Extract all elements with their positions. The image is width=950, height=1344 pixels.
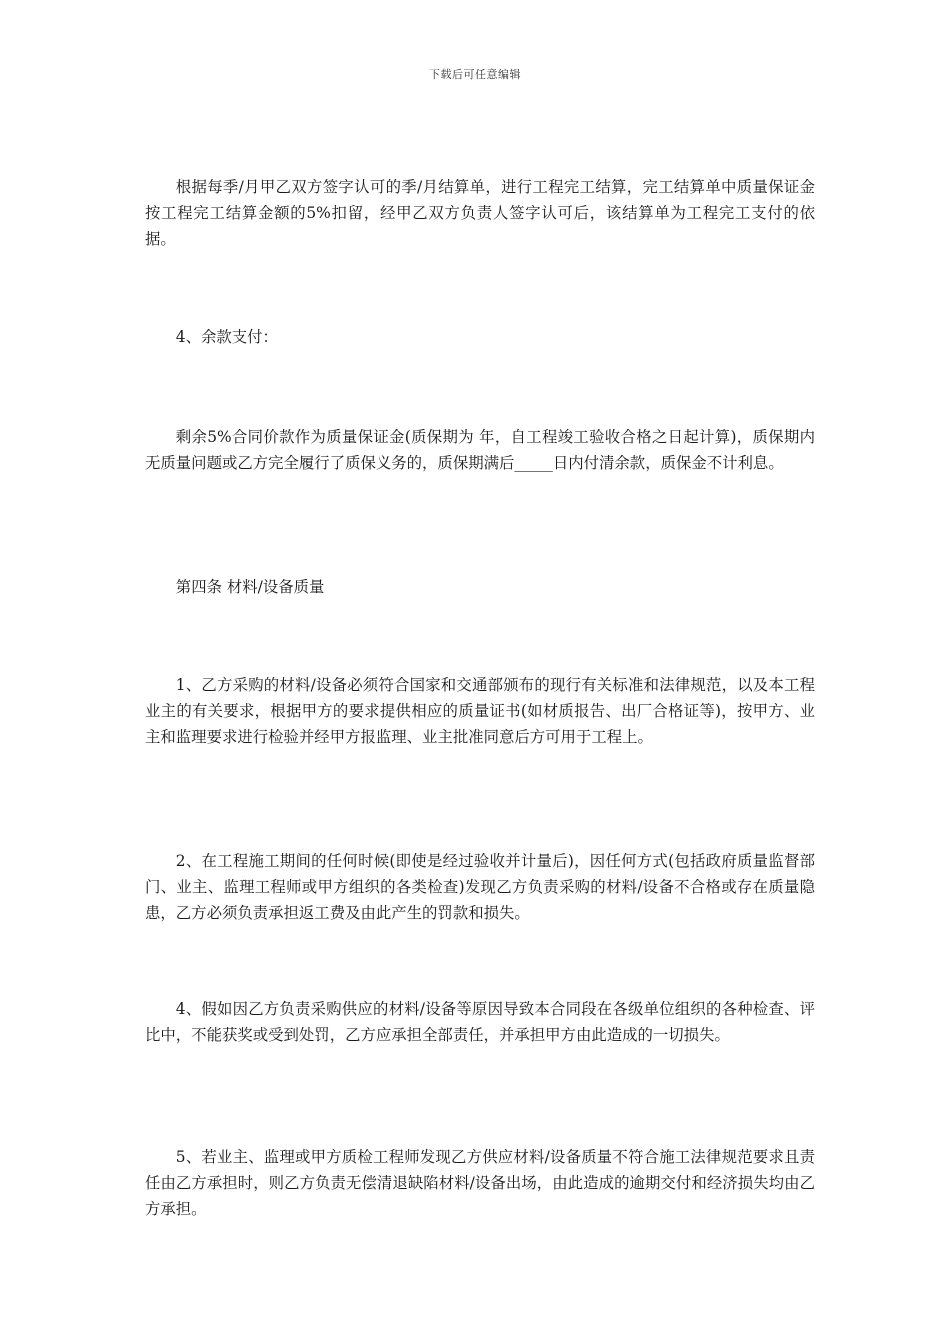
paragraph-item-2: 2、在工程施工期间的任何时候(即使是经过验收并计量后)，因任何方式(包括政府质量监督部门、业主、监理工程师或甲方组织的各类检查)发现乙方负责采购的材料/设备不合格或存在质量隐患，乙方必须负责承担返工费及由此产生的罚款和损失。 <box>145 852 815 922</box>
heading-balance-payment: 4、余款支付： <box>175 328 278 346</box>
page-header: 下载后可任意编辑 <box>429 68 521 81</box>
heading-article-four: 第四条 材料/设备质量 <box>175 578 325 596</box>
paragraph-quality-deposit: 剩余5%合同价款作为质量保证金(质保期为 年，自工程竣工验收合格之日起计算)，质保期内无质量问题或乙方完全履行了质保义务的，质保期满后_____日内付清余款，质保金不计利息。 <box>145 428 815 472</box>
paragraph-item-1: 1、乙方采购的材料/设备必须符合国家和交通部颁布的现行有关标准和法律规范，以及本工程业主的有关要求，根据甲方的要求提供相应的质量证书(如材质报告、出厂合格证等)，按甲方、业主和监理要求进行检验并经甲方报监理、业主批准同意后方可用于工程上。 <box>145 676 815 746</box>
paragraph-settlement: 根据每季/月甲乙双方签字认可的季/月结算单，进行工程完工结算，完工结算单中质量保证金按工程完工结算金额的5%扣留，经甲乙双方负责人签字认可后，该结算单为工程完工支付的依据。 <box>145 178 815 248</box>
paragraph-item-4: 4、假如因乙方负责采购供应的材料/设备等原因导致本合同段在各级单位组织的各种检查、评比中，不能获奖或受到处罚，乙方应承担全部责任，并承担甲方由此造成的一切损失。 <box>145 1000 815 1044</box>
paragraph-item-5: 5、若业主、监理或甲方质检工程师发现乙方供应材料/设备质量不符合施工法律规范要求且责任由乙方承担时，则乙方负责无偿清退缺陷材料/设备出场，由此造成的逾期交付和经济损失均由乙方承担。 <box>145 1148 815 1218</box>
